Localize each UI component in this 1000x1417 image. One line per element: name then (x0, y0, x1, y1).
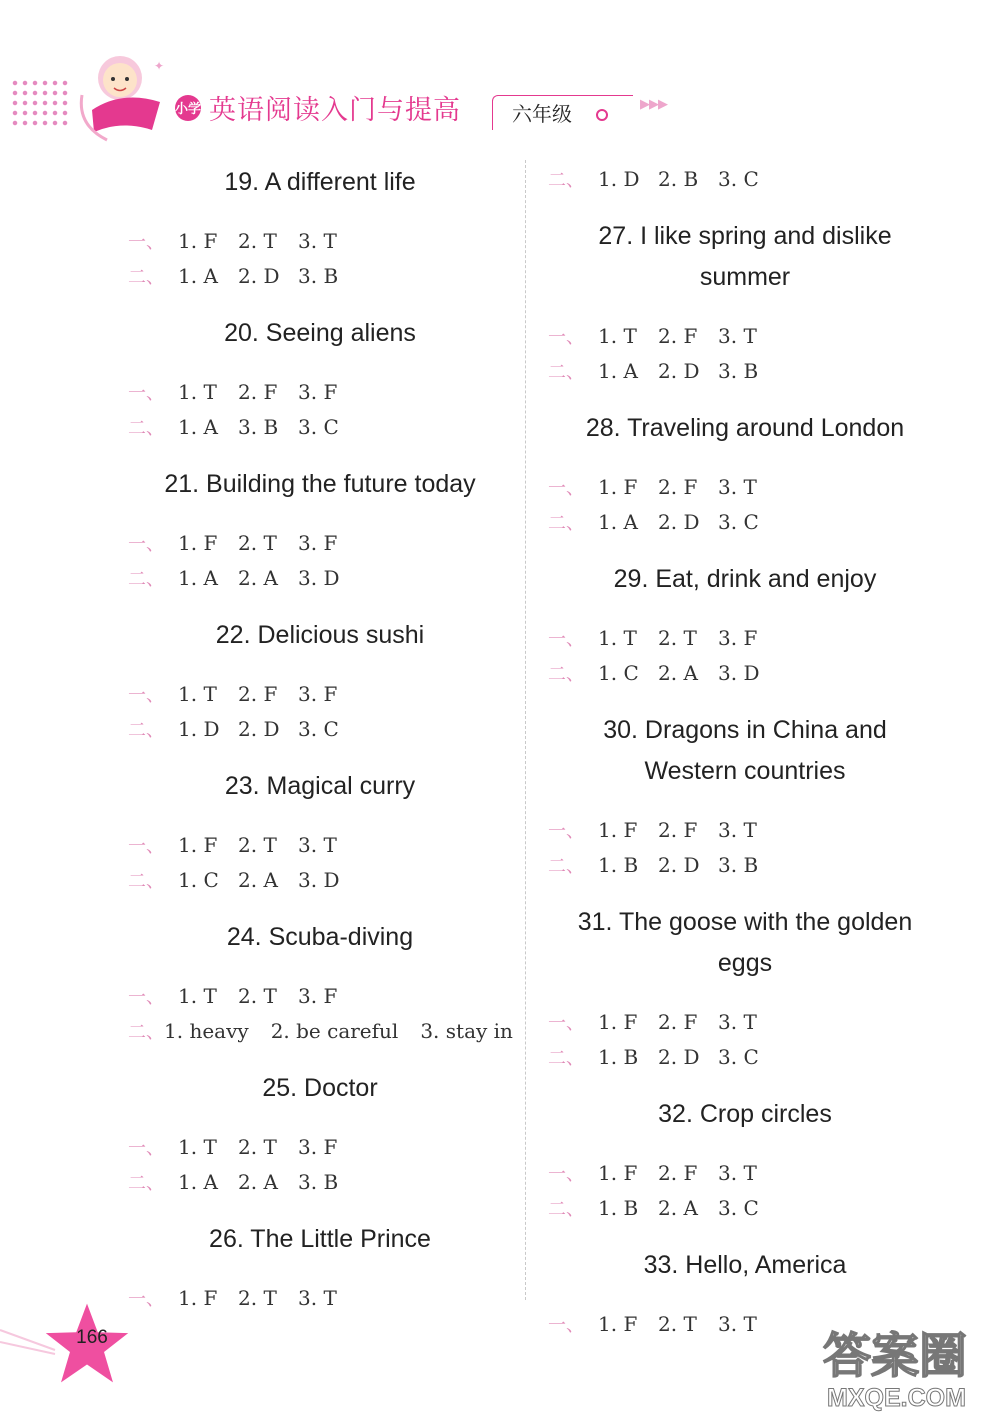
answer-row (120, 526, 520, 561)
answer-row (120, 1130, 520, 1165)
part-label: 二、 (548, 664, 584, 685)
spacer (540, 792, 950, 813)
answer-item: 1. heavy (164, 1019, 249, 1043)
answer-section (540, 197, 950, 389)
answer-item: 2. F (658, 1161, 698, 1185)
level-badge: 小学 (175, 95, 201, 121)
spacer (120, 1109, 520, 1130)
answer-row (120, 1165, 520, 1200)
section-title (540, 710, 950, 792)
part-label: 二、 (128, 569, 164, 590)
part-label: 二、 (548, 170, 584, 191)
spacer (120, 656, 520, 677)
answer-row (120, 677, 520, 712)
spacer (540, 389, 950, 408)
answer-item: 1. B (598, 853, 639, 877)
answer-section (120, 445, 520, 596)
answer-item: 3. D (718, 661, 760, 685)
spacer (540, 1075, 950, 1094)
answer-row (120, 410, 520, 445)
answer-item: 3. F (298, 531, 338, 555)
answer-item: 2. D (658, 853, 700, 877)
watermark-logo (815, 1320, 995, 1412)
section-title-line: 27. I like spring and dislike (598, 222, 892, 250)
answer-row (540, 505, 950, 540)
part-label: 二、 (548, 1199, 584, 1220)
spacer (120, 1260, 520, 1281)
answer-item: 1. D (598, 167, 640, 191)
answer-item: 2. D (658, 359, 700, 383)
answer-row (120, 1281, 520, 1316)
answer-item: 1. T (598, 324, 637, 348)
part-label: 二、 (128, 720, 164, 741)
svg-text:✦: ✦ (154, 59, 165, 73)
answer-row (120, 259, 520, 294)
answer-section (120, 294, 520, 445)
part-label: 二、 (128, 1022, 164, 1043)
section-title (540, 1245, 950, 1286)
answer-item: 1. F (598, 818, 638, 842)
answer-item: 1. B (598, 1045, 639, 1069)
answer-item: 1. F (178, 229, 218, 253)
spacer (120, 203, 520, 224)
answer-item: 1. F (178, 833, 218, 857)
answer-item: 3. B (718, 853, 759, 877)
answer-item: 3. C (718, 510, 759, 534)
part-label: 一、 (128, 836, 164, 857)
answer-item: 2. T (658, 1312, 697, 1336)
answer-item: 2. T (238, 531, 277, 555)
answer-section (120, 1049, 520, 1200)
spacer (540, 600, 950, 621)
answer-row (540, 470, 950, 505)
answer-item: 2. B (658, 167, 699, 191)
answer-item: 3. B (298, 1170, 339, 1194)
answer-item: 2. T (238, 833, 277, 857)
grade-label: 六年级 (512, 102, 572, 126)
answer-item: 1. A (598, 510, 638, 534)
answer-item: 1. T (178, 682, 217, 706)
answer-row (120, 1014, 520, 1049)
answer-item: 1. T (178, 380, 217, 404)
answer-item: 3. B (298, 264, 339, 288)
answer-item: 2. F (658, 324, 698, 348)
answer-item: 2. A (238, 566, 278, 590)
answer-item: 2. F (238, 380, 278, 404)
answer-section (120, 162, 520, 294)
spacer (540, 691, 950, 710)
part-label: 一、 (548, 629, 584, 650)
answer-item: 2. A (238, 1170, 278, 1194)
answer-section (120, 898, 520, 1049)
section-title-line: 30. Dragons in China and (603, 716, 887, 744)
answer-section (540, 540, 950, 691)
spacer (540, 197, 950, 216)
answer-row (540, 1156, 950, 1191)
column-divider (525, 160, 526, 1300)
section-title-line: 19. A different life (224, 168, 416, 196)
answer-item: 1. F (598, 1010, 638, 1034)
answer-item: 1. T (178, 1135, 217, 1159)
answer-item: 2. F (238, 682, 278, 706)
answer-row (120, 979, 520, 1014)
part-label: 一、 (548, 327, 584, 348)
answer-item: 2. T (238, 229, 277, 253)
part-label: 一、 (128, 685, 164, 706)
answer-item: 1. A (178, 1170, 218, 1194)
section-title-line: 29. Eat, drink and enjoy (613, 565, 877, 593)
answer-row (120, 224, 520, 259)
answer-item: 3. B (238, 415, 279, 439)
section-title-line: 31. The goose with the golden (577, 908, 913, 936)
answer-row (540, 1005, 950, 1040)
answer-item: 1. A (178, 566, 218, 590)
circle-icon (596, 109, 608, 121)
answer-item: 3. D (298, 868, 340, 892)
answer-item: 3. D (298, 566, 340, 590)
section-title (120, 162, 520, 203)
answer-section (120, 596, 520, 747)
section-title (120, 1068, 520, 1109)
part-label: 二、 (128, 1173, 164, 1194)
section-title (540, 408, 950, 449)
answer-row (540, 813, 950, 848)
answer-item: 2. D (658, 510, 700, 534)
spacer (120, 505, 520, 526)
answer-item: 2. D (238, 264, 280, 288)
answer-row (120, 712, 520, 747)
part-label: 一、 (548, 478, 584, 499)
part-label: 二、 (548, 513, 584, 534)
section-title-line: 22. Delicious sushi (215, 621, 425, 649)
answer-item: 2. be careful (270, 1019, 399, 1043)
answer-item: 3. T (718, 324, 757, 348)
answer-row (540, 162, 950, 197)
answer-row (540, 1040, 950, 1075)
answer-item: 1. F (598, 1312, 638, 1336)
answer-item: 3. stay in (420, 1019, 513, 1043)
spacer (540, 1286, 950, 1307)
section-title (120, 464, 520, 505)
decorative-dots (10, 78, 70, 128)
answer-section (540, 1075, 950, 1226)
answer-item: 1. A (178, 264, 218, 288)
spacer (540, 984, 950, 1005)
answer-item: 1. F (178, 1286, 218, 1310)
answer-item: 1. A (178, 415, 218, 439)
answer-row (540, 848, 950, 883)
answer-item: 3. T (718, 1010, 757, 1034)
answer-section (540, 691, 950, 883)
spacer (540, 883, 950, 902)
answer-section (120, 1200, 520, 1316)
part-label: 一、 (128, 534, 164, 555)
answer-item: 3. C (298, 415, 339, 439)
answer-item: 3. T (298, 833, 337, 857)
answer-row (540, 1191, 950, 1226)
answer-item: 3. T (718, 1312, 757, 1336)
part-label: 一、 (548, 821, 584, 842)
part-label: 二、 (128, 871, 164, 892)
right-answer-column (540, 162, 950, 1342)
answer-section (120, 747, 520, 898)
answer-item: 3. F (298, 682, 338, 706)
spacer (120, 898, 520, 917)
answer-item: 1. B (598, 1196, 639, 1220)
answer-item: 2. A (238, 868, 278, 892)
answer-item: 2. T (238, 984, 277, 1008)
answer-row (120, 863, 520, 898)
answer-item: 2. D (658, 1045, 700, 1069)
answer-item: 1. F (178, 531, 218, 555)
book-title: 英语阅读入门与提高 (209, 95, 461, 126)
spacer (120, 1200, 520, 1219)
answer-item: 1. T (598, 626, 637, 650)
answer-row (540, 656, 950, 691)
section-title (120, 1219, 520, 1260)
section-title (120, 615, 520, 656)
answer-item: 2. A (658, 661, 698, 685)
answer-item: 2. F (658, 475, 698, 499)
section-title-line: eggs (717, 949, 773, 977)
section-title (540, 216, 950, 298)
answer-row (120, 561, 520, 596)
answer-item: 3. F (298, 1135, 338, 1159)
answer-item: 3. C (718, 1045, 759, 1069)
spacer (120, 596, 520, 615)
svg-text:答案圈: 答案圈 (823, 1328, 968, 1384)
part-label: 二、 (548, 362, 584, 383)
part-label: 二、 (128, 267, 164, 288)
part-label: 一、 (128, 1289, 164, 1310)
page-number: 166 (76, 1327, 108, 1348)
part-label: 二、 (128, 418, 164, 439)
part-label: 一、 (128, 383, 164, 404)
part-label: 一、 (128, 1138, 164, 1159)
answer-item: 2. T (238, 1286, 277, 1310)
section-title-line: 21. Building the future today (164, 470, 476, 498)
answer-item: 3. F (298, 984, 338, 1008)
series-title (175, 88, 461, 127)
answer-item: 3. F (718, 626, 758, 650)
spacer (120, 747, 520, 766)
section-title (120, 917, 520, 958)
section-title-line: Western countries (644, 757, 846, 785)
answer-item: 2. F (658, 1010, 698, 1034)
section-title (120, 313, 520, 354)
answer-item: 1. T (178, 984, 217, 1008)
answer-item: 1. C (178, 868, 219, 892)
section-title-line: 32. Crop circles (658, 1100, 832, 1128)
answer-item: 2. A (658, 1196, 698, 1220)
section-title-line: 33. Hello, America (643, 1251, 847, 1279)
section-title-line: 28. Traveling around London (585, 414, 905, 442)
answer-item: 1. F (598, 475, 638, 499)
answer-row (120, 828, 520, 863)
answer-item: 1. F (598, 1161, 638, 1185)
answer-row (120, 375, 520, 410)
section-title-line: 25. Doctor (262, 1074, 378, 1102)
mascot-reading-icon (72, 50, 172, 145)
spacer (120, 445, 520, 464)
answer-item: 3. C (718, 167, 759, 191)
answer-item: 1. D (178, 717, 220, 741)
answer-item: 3. T (718, 475, 757, 499)
part-label: 一、 (548, 1013, 584, 1034)
spacer (120, 354, 520, 375)
spacer (120, 958, 520, 979)
spacer (540, 1226, 950, 1245)
spacer (540, 540, 950, 559)
part-label: 一、 (128, 987, 164, 1008)
answer-item: 1. C (598, 661, 639, 685)
part-label: 一、 (548, 1164, 584, 1185)
section-title-line: 20. Seeing aliens (224, 319, 416, 347)
answer-row (540, 621, 950, 656)
part-label: 二、 (548, 856, 584, 877)
answer-item: 3. T (298, 1286, 337, 1310)
answer-item: 1. A (598, 359, 638, 383)
part-label: 一、 (128, 232, 164, 253)
section-title-line: 26. The Little Prince (209, 1225, 431, 1253)
svg-text:MXQE.COM: MXQE.COM (827, 1384, 966, 1412)
spacer (120, 1049, 520, 1068)
answer-row (540, 319, 950, 354)
answer-item: 2. T (238, 1135, 277, 1159)
answer-row (540, 354, 950, 389)
answer-item: 3. C (718, 1196, 759, 1220)
page-header (0, 0, 1000, 150)
answer-section (540, 883, 950, 1075)
left-answer-column (120, 162, 520, 1316)
answer-section (540, 389, 950, 540)
answer-item: 3. B (718, 359, 759, 383)
section-title-line: 23. Magical curry (224, 772, 416, 800)
answer-item: 2. D (238, 717, 280, 741)
answer-item: 3. F (298, 380, 338, 404)
answer-item: 2. T (658, 626, 697, 650)
section-title (540, 1094, 950, 1135)
part-label: 二、 (548, 1048, 584, 1069)
part-label: 一、 (548, 1315, 584, 1336)
section-title-line: summer (699, 263, 791, 291)
spacer (540, 298, 950, 319)
section-title (120, 766, 520, 807)
spacer (120, 294, 520, 313)
answer-item: 3. C (298, 717, 339, 741)
spacer (540, 449, 950, 470)
spacer (120, 807, 520, 828)
section-title (540, 559, 950, 600)
section-title-line: 24. Scuba-diving (226, 923, 414, 951)
spacer (540, 1135, 950, 1156)
answer-item: 3. T (718, 818, 757, 842)
arrows-icon: ▶▶▶ (640, 97, 667, 112)
answer-item: 2. F (658, 818, 698, 842)
section-title (540, 902, 950, 984)
answer-item: 3. T (298, 229, 337, 253)
answer-item: 3. T (718, 1161, 757, 1185)
